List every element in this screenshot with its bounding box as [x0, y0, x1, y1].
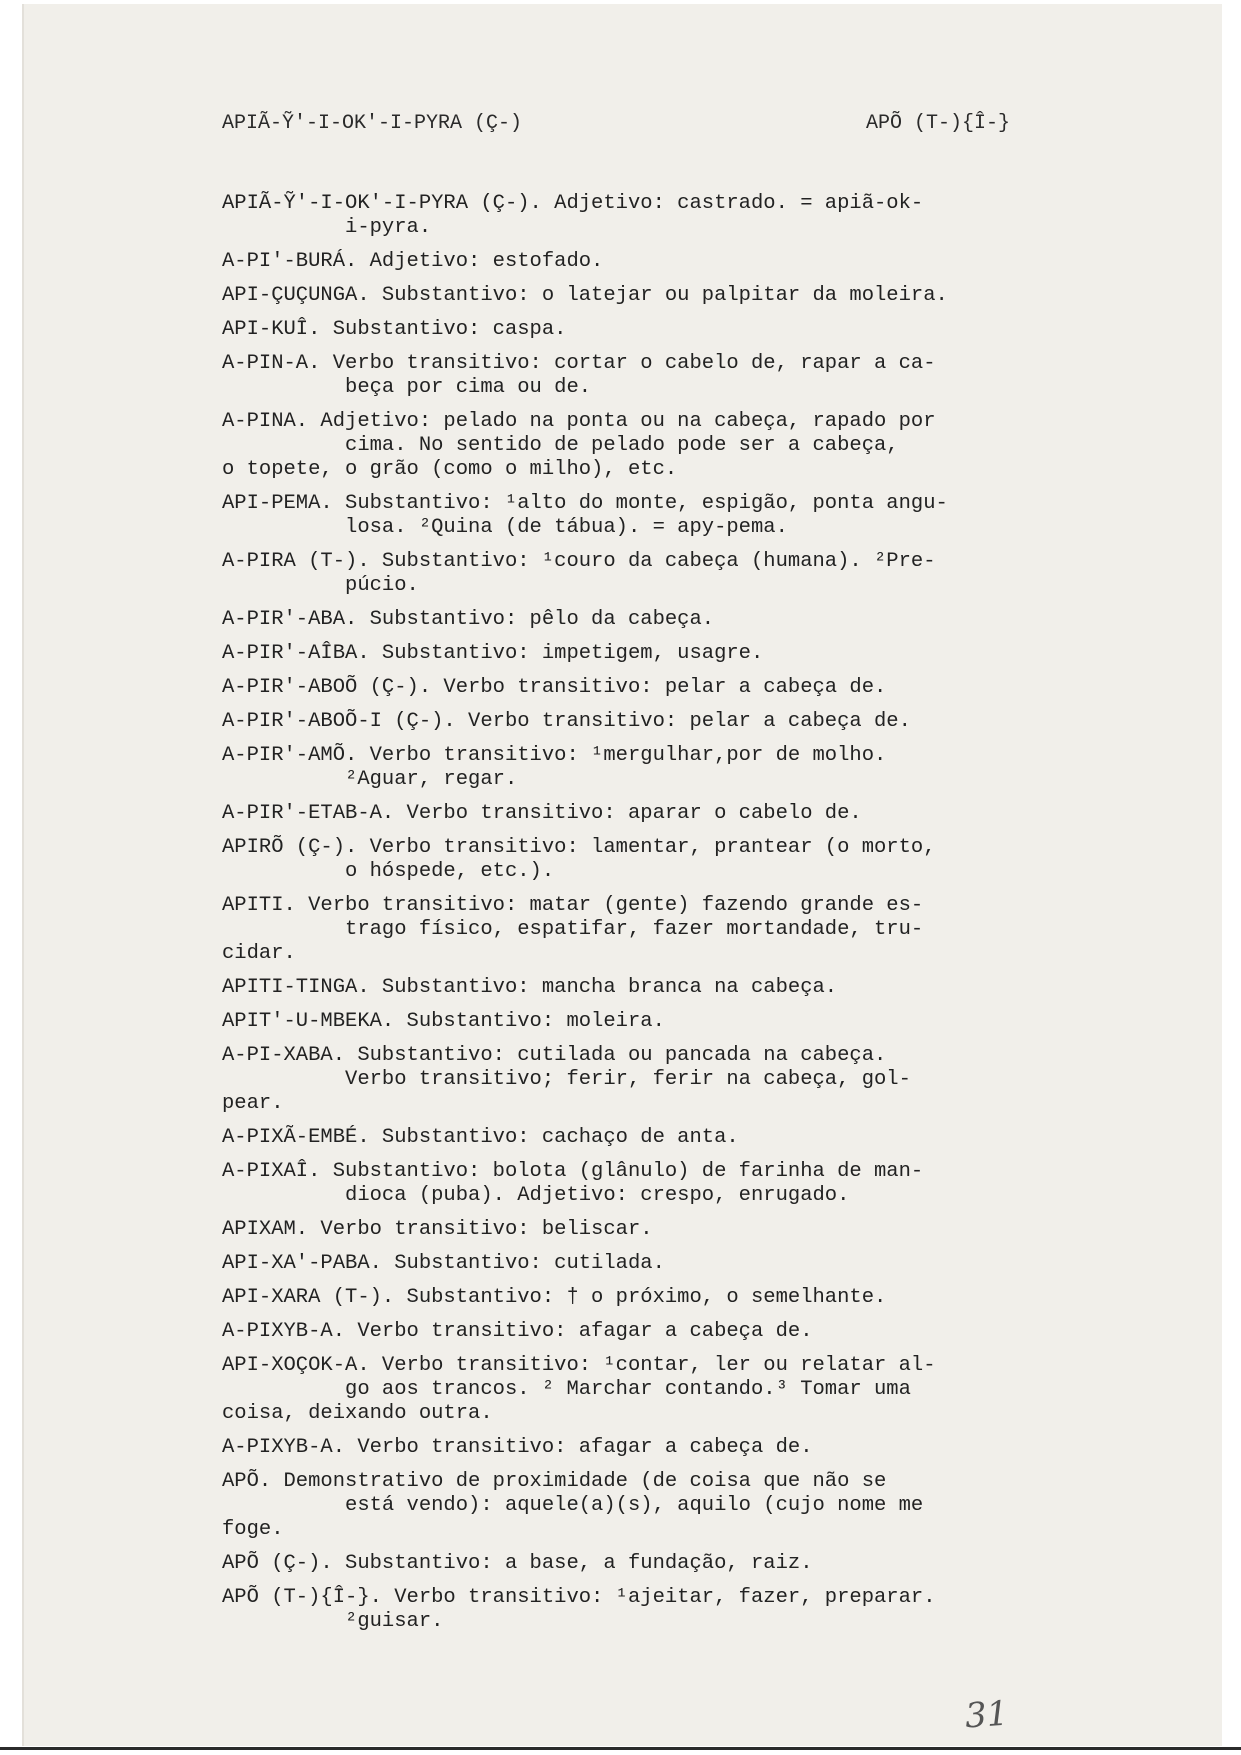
entry: A-PIXYB-A. Verbo transitivo: afagar a cabeça de. — [222, 1320, 813, 1343]
entry: A-PIR'-ETAB-A. Verbo transitivo: aparar o cabelo de. — [222, 802, 862, 825]
entry: A-PIR'-ABOÕ (Ç-). Verbo transitivo: pelar a cabeça de. — [222, 676, 887, 699]
entry: API-XOÇOK-A. Verbo transitivo: ¹contar, ler ou relatar al- go aos trancos. ² Marchar contando.³ Tomar uma coisa, deixando outra. — [222, 1354, 936, 1425]
entry: API-KUÎ. Substantivo: caspa. — [222, 318, 567, 341]
entry: APÕ (Ç-). Substantivo: a base, a fundação, raiz. — [222, 1552, 813, 1575]
entry: APITI-TINGA. Substantivo: mancha branca na cabeça. — [222, 976, 838, 999]
entry: APIT'-U-MBEKA. Substantivo: moleira. — [222, 1010, 665, 1033]
entry: A-PI-XABA. Substantivo: cutilada ou pancada na cabeça. Verbo transitivo; ferir, ferir na cabeça, gol- pear. — [222, 1044, 911, 1115]
entry: A-PIR'-ABOÕ-I (Ç-). Verbo transitivo: pelar a cabeça de. — [222, 710, 911, 733]
entry: A-PI'-BURÁ. Adjetivo: estofado. — [222, 250, 604, 273]
entry: API-XARA (T-). Substantivo: † o próximo, o semelhante. — [222, 1286, 887, 1309]
entry: A-PINA. Adjetivo: pelado na ponta ou na cabeça, rapado por cima. No sentido de pelado pode ser a cabeça, o topete, o grão (como o milho), etc. — [222, 410, 936, 481]
entry: A-PIR'-AMÕ. Verbo transitivo: ¹mergulhar,por de molho. ²Aguar, regar. — [222, 744, 887, 791]
entry: A-PIR'-AÎBA. Substantivo: impetigem, usagre. — [222, 642, 764, 665]
entry: API-ÇUÇUNGA. Substantivo: o latejar ou palpitar da moleira. — [222, 284, 948, 307]
entry: A-PIXYB-A. Verbo transitivo: afagar a cabeça de. — [222, 1436, 813, 1459]
entry: APITI. Verbo transitivo: matar (gente) fazendo grande es- trago físico, espatifar, fazer mortandade, tru- cidar. — [222, 894, 924, 965]
entry: APÕ. Demonstrativo de proximidade (de coisa que não se está vendo): aquele(a)(s), aquilo (cujo nome me foge. — [222, 1470, 924, 1541]
entry: A-PIRA (T-). Substantivo: ¹couro da cabeça (humana). ²Pre- púcio. — [222, 550, 936, 597]
entry: A-PIXAÎ. Substantivo: bolota (glânulo) de farinha de man- dioca (puba). Adjetivo: crespo, enrugado. — [222, 1160, 924, 1207]
entry: A-PIN-A. Verbo transitivo: cortar o cabelo de, rapar a ca- beça por cima ou de. — [222, 352, 936, 399]
entry: APIRÕ (Ç-). Verbo transitivo: lamentar, prantear (o morto, o hóspede, etc.). — [222, 836, 936, 883]
header-first-entry: APIÃ-Ỹ'-I-OK'-I-PYRA (Ç-) — [222, 112, 523, 135]
scan-edge-line — [0, 1747, 1241, 1750]
handwritten-page-number: 31 — [963, 1693, 1010, 1737]
entry: APÕ (T-){Î-}. Verbo transitivo: ¹ajeitar, fazer, preparar. ²guisar. — [222, 1586, 936, 1633]
entry: A-PIXÃ-EMBÉ. Substantivo: cachaço de anta. — [222, 1126, 739, 1149]
entry: API-PEMA. Substantivo: ¹alto do monte, espigão, ponta angu- losa. ²Quina (de tábua). = apy-pema. — [222, 492, 948, 539]
entry: API-XA'-PABA. Substantivo: cutilada. — [222, 1252, 665, 1275]
running-header — [222, 112, 1010, 138]
dictionary-entries — [222, 192, 1062, 1644]
entry: APIXAM. Verbo transitivo: beliscar. — [222, 1218, 653, 1241]
entry: A-PIR'-ABA. Substantivo: pêlo da cabeça. — [222, 608, 715, 631]
header-last-entry: APÕ (T-){Î-} — [865, 112, 1010, 135]
entry: APIÃ-Ỹ'-I-OK'-I-PYRA (Ç-). Adjetivo: castrado. = apiã-ok- i-pyra. — [222, 192, 924, 239]
